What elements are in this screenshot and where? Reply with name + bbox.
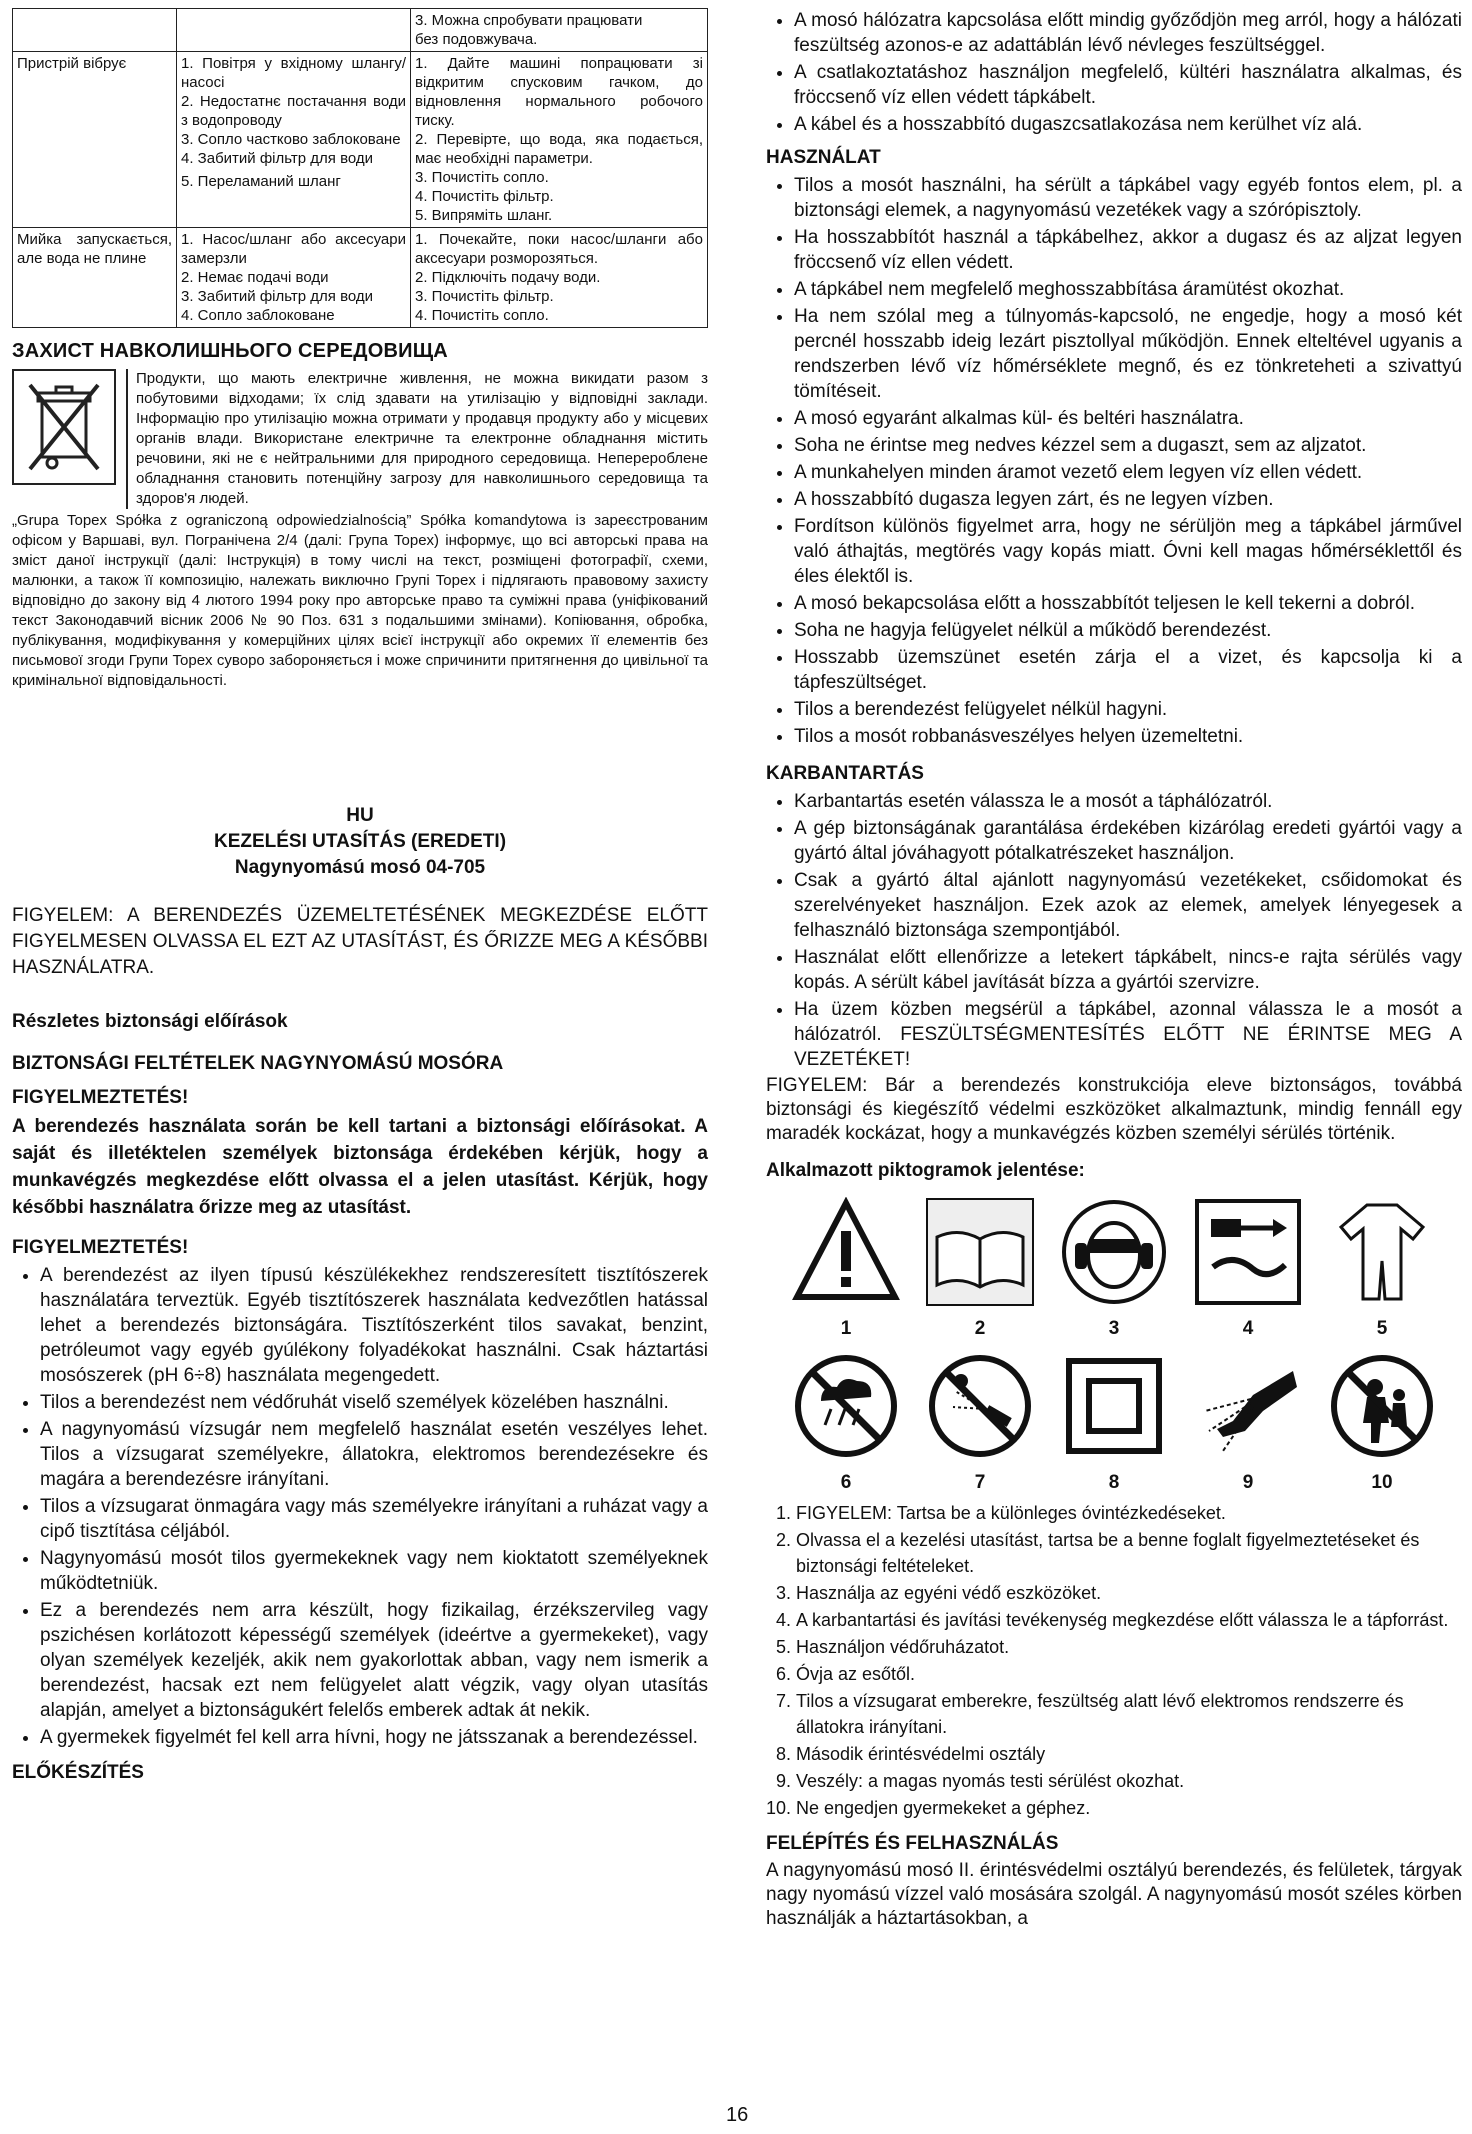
goggles-earmuffs-icon — [1054, 1192, 1174, 1312]
list-item: • A hosszabbító dugasza legyen zárt, és ne legyen vízben. — [794, 487, 1462, 512]
list-item: 3. Használja az egyéni védő eszközöket. — [796, 1580, 1462, 1606]
class-ii-double-square-icon — [1054, 1346, 1174, 1466]
table-cell: Мийка запускається, але вода не плине — [13, 228, 177, 328]
troubleshooting-table — [12, 8, 708, 328]
list-item: • Csak a gyártó által ajánlott nagynyomású vezetékeket, csőidomokat és szerelvényeket használjon. Ezek azok az elemek, amelyek lényegesek a felhasználó biztonsága szempontjából. — [794, 868, 1462, 943]
page-number: 16 — [726, 2104, 749, 2126]
list-item: 1. FIGYELEM: Tartsa be a különleges óvintézkedéseket. — [796, 1500, 1462, 1526]
pictogram-number: 7 — [974, 1472, 986, 1493]
table-row — [13, 9, 708, 52]
list-item: • Soha ne hagyja felügyelet nélkül a működő berendezést. — [794, 618, 1462, 643]
no-rain-icon — [786, 1346, 906, 1466]
copyright-text: „Grupa Topex Spółka z ograniczoną odpowiedzialnością” Spółka komandytowa із зареєстрованим офісом у Варшаві, вул. Пограніченa 2/4 (далі: Група Topex) інформує, що всі авторські права на зміст даної інструкції (далі: Інструкція) в тому числі на текст, розміщені фотографії, схеми, малюнки, а також її композицію, належать виключно Групі Topex і підлягають правовому захисту відповідно до закону від 4 лютого 1994 року про авторське право та суміжні права (уніфікований текст Законодавчий вісник 2006 № 90 Поз. 631 з подальшими змінами). Копіювання, обробка, публікування, модифікування у комерційних цілях всієї інструкції або окремих її елементів без письмової згоди Групи Topex суворо забороняється і може спричинити притягнення до цивільної та кримінальної відповідальності. — [12, 512, 708, 689]
pictogram-number: 10 — [1371, 1472, 1393, 1493]
warning-heading-2: FIGYELMEZTETÉS! — [12, 1237, 189, 1258]
assembly-text: A nagynyomású mosó II. érintésvédelmi osztályú berendezés, és felületek, tárgyak nagy nyomású vízzel való mosására szolgál. A nagynyomású mosót széles körben használják a háztartásokban, a — [766, 1860, 1462, 1929]
pictogram-number: 2 — [974, 1318, 986, 1339]
list-item: 8. Második érintésvédelmi osztály — [796, 1741, 1462, 1767]
pictogram-number: 1 — [840, 1318, 852, 1339]
assembly-heading: FELÉPÍTÉS ÉS FELHASZNÁLÁS — [766, 1833, 1059, 1854]
pictogram-number: 4 — [1242, 1318, 1254, 1339]
list-item: • Használat előtt ellenőrizze a letekert tápkábelt, nincs-e rajta sérülés vagy kopás. A sérült kábel javítását bízza a gyártói szervizre. — [794, 945, 1462, 995]
crossed-bin-icon — [12, 369, 116, 485]
high-pressure-injury-icon — [1188, 1346, 1308, 1466]
list-item: • Tilos a berendezést felügyelet nélkül hagyni. — [794, 697, 1462, 722]
product-model: Nagynyomású mosó 04-705 — [234, 857, 486, 878]
list-item: 9. Veszély: a magas nyomás testi sérülést okozhat. — [796, 1768, 1462, 1794]
lang-code: HU — [346, 805, 374, 826]
conditions-heading: BIZTONSÁGI FELTÉTELEK NAGYNYOMÁSÚ MOSÓRA — [12, 1053, 504, 1074]
usage-heading: HASZNÁLAT — [766, 147, 881, 168]
list-item: 4. A karbantartási és javítási tevékenység megkezdése előtt válassza le a tápforrást. — [796, 1607, 1462, 1633]
list-item: 10. Ne engedjen gyermekeket a géphez. — [796, 1795, 1462, 1821]
list-item: • Ha hosszabbítót használ a tápkábelhez, akkor a dugasz és az aljzat legyen fröccsenő víz ellen védett. — [794, 225, 1462, 275]
table-cell: 1. Почекайте, поки насос/шланги або аксесуари розморозяться. 2. Підключіть подачу води. 3. Почистіть фільтр. 4. Почистіть сопло. — [411, 228, 708, 328]
env-title: ЗАХИСТ НАВКОЛИШНЬОГО СЕРЕДОВИЩА — [12, 340, 448, 362]
list-item: • A munkahelyen minden áramot vezető elem legyen víz ellen védett. — [794, 460, 1462, 485]
right-column — [766, 8, 1462, 1931]
list-item: • A nagynyomású vízsugár nem megfelelő használat esetén veszélyes lehet. Tilos a vízsugarat személyekre, állatokra, elektromos berendezésekre és magára a berendezésre irányítani. — [40, 1417, 708, 1492]
list-item: • Ha üzem közben megsérül a tápkábel, azonnal válassza le a mosót a hálózatról. FESZÜLTSÉGMENTESÍTÉS ELŐTT NE ÉRINTSE MEG A VEZETÉKET! — [794, 997, 1462, 1072]
unplug-before-service-icon — [1188, 1192, 1308, 1312]
list-item: • Karbantartás esetén válassza le a mosót a táphálózatról. — [794, 789, 1462, 814]
no-spray-at-electrics-icon — [920, 1346, 1040, 1466]
read-manual-icon — [920, 1192, 1040, 1312]
list-item: • Tilos a berendezést nem védőruhát viselő személyek közelében használni. — [40, 1390, 708, 1415]
list-item: • Fordítson különös figyelmet arra, hogy ne sérüljön meg a tápkábel járművel való áthajtás, megtörés vagy kopás miatt. Óvni kell magas hőmérséklettől és éles élektől is. — [794, 514, 1462, 589]
manual-title: KEZELÉSI UTASÍTÁS (EREDETI) — [213, 831, 507, 852]
prep-heading: ELŐKÉSZÍTÉS — [12, 1762, 144, 1783]
pictogram-grid — [786, 1192, 1462, 1500]
bold-instructions: A berendezés használata során be kell tartani a biztonsági előírásokat. A saját és illetéktelen személyek biztonsága érdekében kérjük, hogy a munkavégzés megkezdése előtt olvassa el a jelen utasítást. Kérjük, hogy későbbi használatra őrizze meg az utasítást. — [12, 1116, 708, 1218]
list-item: • A tápkábel nem megfelelő meghosszabbítása áramütést okozhat. — [794, 277, 1462, 302]
pictogram-number: 9 — [1242, 1472, 1254, 1493]
list-item: • A csatlakoztatáshoz használjon megfelelő, kültéri használatra alkalmas, és fröccsenő víz ellen védett tápkábelt. — [794, 60, 1462, 110]
read-warning: FIGYELEM: A BERENDEZÉS ÜZEMELTETÉSÉNEK MEGKEZDÉSE ELŐTT FIGYELMESEN OLVASSA EL EZT AZ UTASÍTÁST, ÉS ŐRIZZE MEG A KÉSŐBBI HASZNÁLATRA. — [12, 905, 708, 978]
table-cell: 1. Насос/шланг або аксесуари замерзли 2. Немає подачі води 3. Забитий фільтр для води 4. Сопло заблоковане — [177, 228, 411, 328]
list-item: • A mosó hálózatra kapcsolása előtt mindig győződjön meg arról, hogy a hálózati feszültség azonos-e az adattáblán lévő névleges feszültséggel. — [794, 8, 1462, 58]
table-row — [13, 228, 708, 328]
list-item: • A mosó egyaránt alkalmas kül- és beltéri használatra. — [794, 406, 1462, 431]
table-row — [13, 52, 708, 228]
env-text: Продукти, що мають електричне живлення, не можна викидати разом з побутовими відходами; їх слід здавати на утилізацію у відповідні заклади. Інформацію про утилізацію можна отримати у продавця продукту або у місцевих органів влади. Використане електричне та електронне обладнання містить речовини, які не є нейтральними для природного середовища. Неперероблене обладнання становить потенційну загрозу для навколишнього середовища та здоров'я людей. — [126, 369, 708, 509]
list-item: • A gép biztonságának garantálása érdekében kizárólag eredeti gyártói vagy a gyártó által jóváhagyott pótalkatrészeket használjon. — [794, 816, 1462, 866]
pictogram-meanings-list — [766, 1500, 1462, 1821]
list-item: • Ha nem szólal meg a túlnyomás-kapcsoló, ne engedje, hogy a mosó két percnél hosszabb ideig lezárt pisztollyal működjön. Ennek elteltével ugyanis a rendszerben lévő víz hőmérséklete megnő, és ez tönkreteheti a szivattyú tömítéseit. — [794, 304, 1462, 404]
list-item: • Soha ne érintse meg nedves kézzel sem a dugaszt, sem az aljzatot. — [794, 433, 1462, 458]
table-cell: Пристрій вібрує — [13, 52, 177, 228]
left-bullet-list — [12, 1263, 708, 1750]
pictogram-number: 3 — [1108, 1318, 1120, 1339]
right-bullet-list-3 — [766, 789, 1462, 1072]
right-bullet-list-2 — [766, 173, 1462, 749]
residual-risk-note: FIGYELEM: Bár a berendezés konstrukciója eleve biztonságos, továbbá biztonsági és kiegészítő védelmi eszközöket alkalmaztunk, mindig fennáll egy maradék kockázat, hogy a munkavégzés közben személyi sérülés történik. — [766, 1075, 1462, 1144]
list-item: • A gyermekek figyelmét fel kell arra hívni, hogy ne játsszanak a berendezéssel. — [40, 1725, 708, 1750]
weee-block — [12, 369, 708, 509]
pictogram-heading: Alkalmazott piktogramok jelentése: — [766, 1160, 1085, 1181]
table-cell: 1. Дайте машині попрацювати зі відкритим спусковим гачком, до відновлення нормального робочого тиску. 2. Перевірте, що вода, яка подається, має необхідні параметри. 3. Почистіть сопло. 4. Почистіть фільтр. 5. Випряміть шланг. — [411, 52, 708, 228]
pictogram-number: 5 — [1376, 1318, 1388, 1339]
warning-triangle-icon — [786, 1192, 906, 1312]
pictogram-number: 8 — [1108, 1472, 1120, 1493]
maintenance-heading: KARBANTARTÁS — [766, 763, 924, 784]
list-item: • Ez a berendezés nem arra készült, hogy fizikailag, érzékszervileg vagy pszichésen korlátozott képességű személyek (ideértve a gyermekeket), vagy olyan személyek kezeljék, akik nem gyakorlottak abban, vagy nem ismerik a berendezést, hacsak ezt nem felügyelet alatt végzik, vagy olyan utasítás alapján, amelyet a biztonságukért felelős emberek adtak át nekik. — [40, 1598, 708, 1723]
list-item: 5. Használjon védőruházatot. — [796, 1634, 1462, 1660]
list-item: 7. Tilos a vízsugarat emberekre, feszültség alatt lévő elektromos rendszerre és állatokra irányítani. — [796, 1688, 1462, 1740]
table-cell: 1. Повітря у вхідному шлангу/насосі 2. Недостатнє постачання води з водопроводу 3. Сопло частково заблоковане 4. Забитий фільтр для води 5. Переламаний шланг — [177, 52, 411, 228]
protective-clothing-icon — [1322, 1192, 1442, 1312]
no-children-icon — [1322, 1346, 1442, 1466]
list-item: • Hosszabb üzemszünet esetén zárja el a vizet, és kapcsolja ki a tápfeszültséget. — [794, 645, 1462, 695]
warning-heading-1: FIGYELMEZTETÉS! — [12, 1087, 189, 1108]
pictogram-number: 6 — [840, 1472, 852, 1493]
left-column — [12, 8, 708, 1794]
list-item: • Tilos a mosót robbanásveszélyes helyen üzemeltetni. — [794, 724, 1462, 749]
table-cell: 3. Можна спробувати працювати без подовжувача. — [411, 9, 708, 52]
right-bullet-list-1 — [766, 8, 1462, 137]
list-item: • Tilos a mosót használni, ha sérült a tápkábel vagy egyéb fontos elem, pl. a biztonsági elemek, a nagynyomású vezetékek vagy a szórópisztoly. — [794, 173, 1462, 223]
list-item: • A berendezést az ilyen típusú készülékekhez rendszeresített tisztítószerek használatára terveztük. Egyéb tisztítószerek használata kedvezőtlen hatással lehet a berendezés biztonságára. Tisztítószerként tilos savakat, benzint, petróleumot vagy egyéb gyúlékony folyadékokat használni. Csak háztartási mosószerek (pH 6÷8) használata megengedett. — [40, 1263, 708, 1388]
list-item: 2. Olvassa el a kezelési utasítást, tartsa be a benne foglalt figyelmeztetéseket és biztonsági feltételeket. — [796, 1527, 1462, 1579]
list-item: • A kábel és a hosszabbító dugaszcsatlakozása nem kerülhet víz alá. — [794, 112, 1462, 137]
list-item: • Nagynyomású mosót tilos gyermekeknek vagy nem kioktatott személyeknek működtetniük. — [40, 1546, 708, 1596]
list-item: • A mosó bekapcsolása előtt a hosszabbítót teljesen le kell tekerni a dobról. — [794, 591, 1462, 616]
detailed-heading: Részletes biztonsági előírások — [12, 1011, 288, 1032]
list-item: • Tilos a vízsugarat önmagára vagy más személyekre irányítani a ruházat vagy a cipő tisztítása céljából. — [40, 1494, 708, 1544]
list-item: 6. Óvja az esőtől. — [796, 1661, 1462, 1687]
